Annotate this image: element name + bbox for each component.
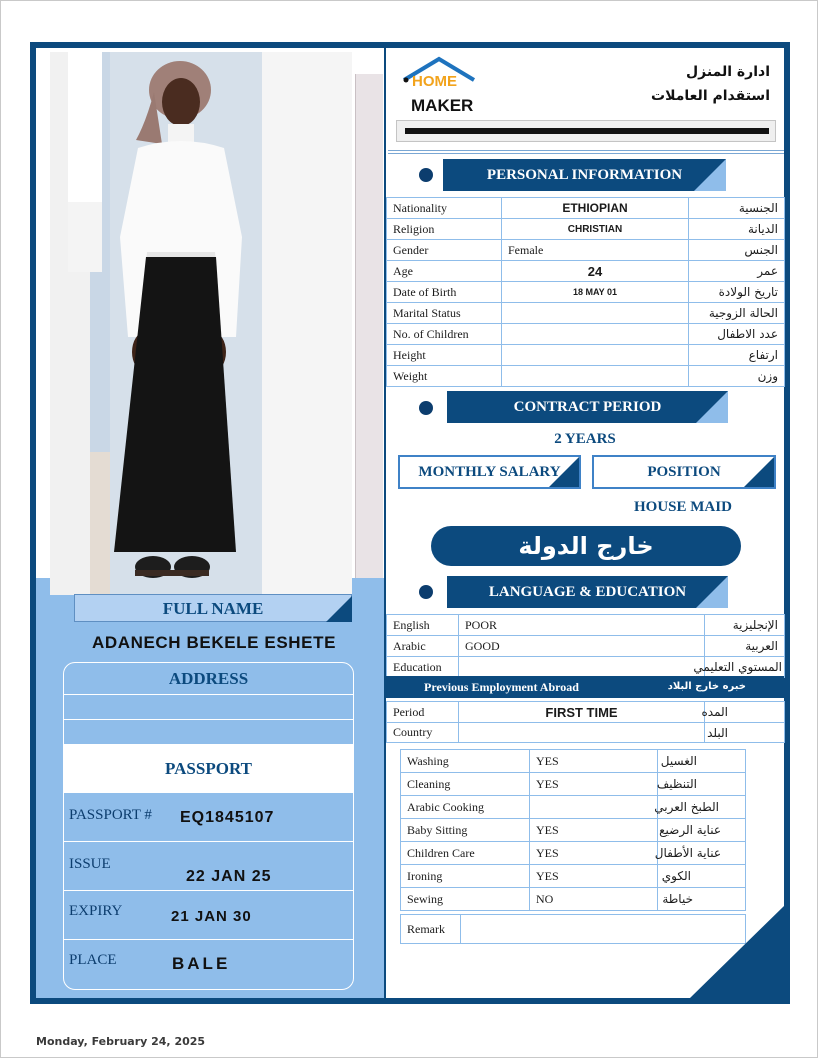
table-row [387, 366, 785, 387]
table-row [401, 773, 746, 796]
previous-employment-header [386, 676, 784, 698]
logo-home-text: HOME [412, 73, 457, 90]
skill-value [530, 796, 658, 819]
full-name-label [74, 594, 352, 622]
contract-bullet [419, 401, 433, 415]
passport-place-row [64, 940, 353, 989]
monthly-salary-box [398, 455, 581, 489]
table-row [401, 842, 746, 865]
passport-number-row [64, 793, 353, 842]
language-label: English [387, 615, 459, 636]
table-row [387, 657, 785, 678]
contract-period-header-fold [696, 391, 728, 423]
table-row [387, 219, 785, 240]
passport-number-value: EQ1845107 [180, 809, 275, 826]
table-row [401, 796, 746, 819]
position-box [592, 455, 776, 489]
language-education-header [447, 576, 728, 608]
language-label: Education [387, 657, 459, 678]
employment-label: Country [387, 723, 459, 743]
previous-employment-header-text: Previous Employment Abroad [424, 680, 579, 694]
personal-value [502, 324, 689, 345]
table-row [387, 282, 785, 303]
skill-arabic: الكوي [658, 865, 746, 888]
skill-label: Cleaning [401, 773, 530, 796]
personal-label: Age [387, 261, 502, 282]
footer-date: Monday, February 24, 2025 [36, 1035, 206, 1048]
address-label: ADDRESS [64, 663, 353, 695]
company-arabic-line-1: ادارة المنزل [686, 64, 770, 80]
language-education-header-text: LANGUAGE & EDUCATION [488, 584, 687, 600]
personal-arabic: الديانة [689, 219, 785, 240]
passport-issue-value: 22 JAN 25 [186, 868, 272, 885]
address-line-2 [64, 720, 353, 745]
skill-value: YES [530, 842, 658, 865]
full-name-label-text: FULL NAME [162, 599, 264, 618]
position-fold [744, 457, 774, 487]
passport-number-label: PASSPORT # [69, 807, 152, 823]
personal-info-table [386, 197, 785, 387]
skill-label: Sewing [401, 888, 530, 911]
language-arabic: العربية [705, 636, 785, 657]
skill-value: YES [530, 865, 658, 888]
language-arabic: المستوي التعليمي [705, 657, 785, 678]
personal-value: 18 MAY 01 [502, 282, 689, 303]
personal-info-bullet [419, 168, 433, 182]
skill-value: YES [530, 819, 658, 842]
language-table [386, 614, 785, 678]
language-education-header-fold [696, 576, 728, 608]
remark-label: Remark [401, 915, 461, 944]
passport-label: PASSPORT [64, 745, 353, 793]
destination-arabic-badge: خارج الدولة [431, 526, 741, 566]
personal-info-header-text: PERSONAL INFORMATION [486, 167, 683, 183]
monthly-salary-fold [549, 457, 579, 487]
table-row [387, 324, 785, 345]
previous-employment-header-arabic: خبره خارج البلاد [667, 681, 746, 692]
skills-table [400, 749, 746, 911]
skill-arabic: عناية الرضيع [658, 819, 746, 842]
contract-period-value: 2 YEARS [554, 431, 616, 447]
personal-arabic: الحالة الزوجية [689, 303, 785, 324]
contract-period-header-text: CONTRACT PERIOD [513, 399, 662, 415]
table-row [387, 240, 785, 261]
previous-employment-table [386, 701, 785, 743]
position-value: HOUSE MAID [634, 499, 732, 515]
candidate-photo [50, 52, 352, 595]
table-row [387, 723, 785, 743]
table-row [387, 303, 785, 324]
skill-arabic: الطبخ العربي [658, 796, 746, 819]
language-label: Arabic [387, 636, 459, 657]
personal-label: Religion [387, 219, 502, 240]
logo-maker-text: MAKER [411, 96, 474, 115]
photo-side-strip [355, 74, 383, 578]
skill-value: YES [530, 773, 658, 796]
personal-value: 24 [502, 261, 689, 282]
table-row [387, 261, 785, 282]
table-row [387, 345, 785, 366]
skill-label: Baby Sitting [401, 819, 530, 842]
address-passport-card [63, 662, 354, 990]
skill-arabic: عناية الأطفال [658, 842, 746, 865]
personal-value: Female [502, 240, 689, 261]
skill-value: YES [530, 750, 658, 773]
employment-value: FIRST TIME [459, 702, 705, 723]
personal-arabic: وزن [689, 366, 785, 387]
skill-label: Arabic Cooking [401, 796, 530, 819]
personal-label: Nationality [387, 198, 502, 219]
passport-place-value: BALE [172, 954, 231, 973]
personal-value [502, 345, 689, 366]
corner-decoration [690, 906, 784, 998]
full-name-value: ADANECH BEKELE ESHETE [91, 633, 337, 652]
passport-issue-label: ISSUE [69, 856, 111, 872]
personal-info-header [443, 159, 726, 191]
skill-arabic: الغسيل [658, 750, 746, 773]
employment-arabic: المده [705, 702, 785, 723]
personal-arabic: الجنسية [689, 198, 785, 219]
personal-arabic: ارتفاع [689, 345, 785, 366]
personal-label: Marital Status [387, 303, 502, 324]
personal-arabic: الجنس [689, 240, 785, 261]
passport-place-label: PLACE [69, 952, 117, 968]
personal-label: Date of Birth [387, 282, 502, 303]
personal-value: ETHIOPIAN [502, 198, 689, 219]
personal-value [502, 303, 689, 324]
passport-expiry-row [64, 891, 353, 940]
employment-arabic: البلد [705, 723, 785, 743]
employment-label: Period [387, 702, 459, 723]
contract-period-header [447, 391, 728, 423]
personal-value [502, 366, 689, 387]
skill-label: Children Care [401, 842, 530, 865]
personal-arabic: عمر [689, 261, 785, 282]
personal-arabic: تاريخ الولادة [689, 282, 785, 303]
header-divider [388, 150, 784, 154]
table-row [387, 198, 785, 219]
language-value [459, 657, 705, 678]
header-bar [396, 120, 776, 142]
language-value: POOR [459, 615, 705, 636]
employment-value [459, 723, 705, 743]
personal-arabic: عدد الاطفال [689, 324, 785, 345]
address-line-1 [64, 695, 353, 720]
skill-value: NO [530, 888, 658, 911]
table-row [401, 819, 746, 842]
passport-expiry-value: 21 JAN 30 [171, 908, 252, 925]
skill-arabic: التنظيف [658, 773, 746, 796]
table-row [387, 702, 785, 723]
language-value: GOOD [459, 636, 705, 657]
skill-label: Ironing [401, 865, 530, 888]
passport-expiry-label: EXPIRY [69, 903, 123, 919]
table-row [401, 865, 746, 888]
personal-label: Weight [387, 366, 502, 387]
table-row [387, 615, 785, 636]
language-bullet [419, 585, 433, 599]
company-arabic-name [651, 60, 770, 108]
table-row [401, 750, 746, 773]
header-bar-line [405, 128, 769, 134]
passport-issue-row [64, 842, 353, 891]
language-arabic: الإنجليزية [705, 615, 785, 636]
personal-info-header-fold [694, 159, 726, 191]
personal-label: Gender [387, 240, 502, 261]
candidate-photo-illustration [50, 52, 352, 595]
personal-label: Height [387, 345, 502, 366]
monthly-salary-label: MONTHLY SALARY [418, 464, 561, 480]
table-row [387, 636, 785, 657]
position-label: POSITION [647, 464, 721, 480]
full-name-corner-decoration [326, 596, 352, 622]
company-arabic-line-2: استقدام العاملات [651, 88, 770, 104]
skill-label: Washing [401, 750, 530, 773]
skill-arabic: خياطة [658, 888, 746, 911]
personal-value: CHRISTIAN [502, 219, 689, 240]
personal-label: No. of Children [387, 324, 502, 345]
